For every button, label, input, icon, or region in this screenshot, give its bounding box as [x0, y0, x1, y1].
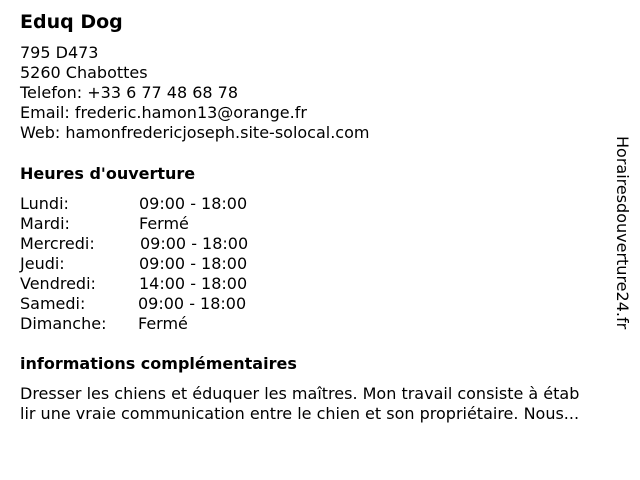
description-line-2: lir une vraie communication entre le chien et son propriétaire. Nous...	[20, 404, 580, 423]
description-line-1: Dresser les chiens et éduquer les maîtres. Mon travail consiste à étab	[20, 384, 580, 403]
hours-table	[20, 194, 320, 334]
hours-row-friday	[20, 274, 320, 294]
day-hours: 09:00 - 18:00	[140, 234, 249, 253]
day-label: Jeudi:	[20, 254, 65, 273]
day-hours: 09:00 - 18:00	[138, 294, 247, 313]
hours-row-monday	[20, 194, 320, 214]
day-label: Mardi:	[20, 214, 70, 233]
contact-block	[20, 43, 369, 143]
phone-number[interactable]: Telefon: +33 6 77 48 68 78	[20, 83, 239, 102]
day-label: Vendredi:	[20, 274, 96, 293]
address-line-1: 795 D473	[20, 43, 99, 62]
business-name: Eduq Dog	[20, 11, 123, 33]
day-hours: 09:00 - 18:00	[139, 194, 248, 213]
day-hours: Fermé	[139, 214, 189, 233]
day-label: Dimanche:	[20, 314, 107, 333]
address-line-2: 5260 Chabottes	[20, 63, 148, 82]
day-hours: 14:00 - 18:00	[139, 274, 248, 293]
description-text	[20, 384, 628, 424]
hours-row-wednesday	[20, 234, 320, 254]
hours-row-sunday	[20, 314, 320, 334]
day-hours: 09:00 - 18:00	[139, 254, 248, 273]
day-label: Lundi:	[20, 194, 69, 213]
site-watermark: Horairesdouverture24.fr	[613, 136, 632, 330]
email-address[interactable]: Email: frederic.hamon13@orange.fr	[20, 103, 307, 122]
day-label: Mercredi:	[20, 234, 95, 253]
hours-row-thursday	[20, 254, 320, 274]
hours-row-tuesday	[20, 214, 320, 234]
info-heading: informations complémentaires	[20, 354, 297, 373]
hours-heading: Heures d'ouverture	[20, 164, 196, 183]
day-hours: Fermé	[138, 314, 188, 333]
hours-row-saturday	[20, 294, 320, 314]
website-link[interactable]: Web: hamonfredericjoseph.site-solocal.com	[20, 123, 370, 142]
day-label: Samedi:	[20, 294, 86, 313]
